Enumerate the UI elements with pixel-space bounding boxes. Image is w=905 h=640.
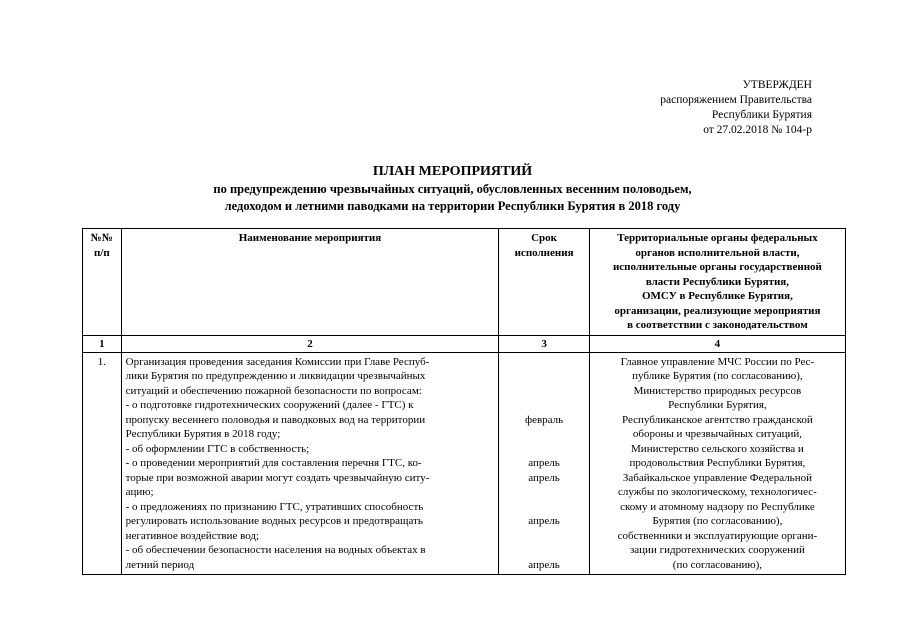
header-text: органов исполнительной власти, xyxy=(635,246,800,259)
deadline-line xyxy=(503,485,585,500)
header-text: исполнения xyxy=(514,246,574,259)
task-line: - о подготовке гидротехнических сооружений (далее - ГТС) к xyxy=(125,399,414,411)
deadline-line xyxy=(503,500,585,515)
document-title xyxy=(0,163,905,215)
task-line: пропуску весеннего половодья и паводковых вод на территории xyxy=(125,413,426,426)
header-text: власти Республики Бурятия, xyxy=(645,275,790,288)
org-line: Забайкальское управление Федеральной xyxy=(622,471,812,484)
org-line: собственники и эксплуатирующие органи- xyxy=(617,529,818,542)
task-line: летний период xyxy=(125,558,195,571)
header-text: Наименование мероприятия xyxy=(238,232,382,244)
deadline-line xyxy=(503,427,585,442)
org-line: службы по экологическому, технологичес- xyxy=(618,486,817,498)
deadline-line xyxy=(503,543,585,558)
task-line: ацию; xyxy=(125,486,154,498)
org-line: публике Бурятия (по согласованию), xyxy=(632,370,803,382)
column-number: 4 xyxy=(589,335,845,352)
table-row xyxy=(83,352,846,575)
task-line: Организация проведения заседания Комиссии при Главе Респуб- xyxy=(125,355,430,368)
column-number-row xyxy=(83,335,846,352)
title-subtitle-line: ледоходом и летними паводками на территории Республики Бурятия в 2018 году xyxy=(224,199,681,213)
deadline-line xyxy=(503,529,585,544)
org-line: Бурятия (по согласованию), xyxy=(652,515,783,527)
org-cell xyxy=(589,352,845,575)
org-line: Главное управление МЧС России по Рес- xyxy=(620,355,815,368)
approval-line: распоряжением Правительства xyxy=(660,94,812,106)
task-line: - о предложениях по признанию ГТС, утративших способность xyxy=(125,500,424,513)
column-number: 2 xyxy=(121,335,499,352)
org-line: Министерство природных ресурсов xyxy=(633,384,802,397)
table-header-row xyxy=(83,229,846,336)
header-text: исполнительные органы государственной xyxy=(612,261,822,273)
task-line: - об обеспечении безопасности населения на водных объектах в xyxy=(125,544,426,556)
header-text: в соответствии с законодательством xyxy=(627,319,808,331)
deadline-line: апрель xyxy=(528,471,560,484)
deadline-line xyxy=(503,384,585,399)
header-orgs xyxy=(589,229,845,336)
org-line: обороны и чрезвычайных ситуаций, xyxy=(632,428,802,440)
plan-table xyxy=(82,228,846,575)
task-line: лики Бурятия по предупреждению и ликвидации чрезвычайных xyxy=(125,370,426,382)
deadline-line xyxy=(503,442,585,457)
header-text: Территориальные органы федеральных xyxy=(617,232,818,244)
org-line: Министерство сельского хозяйства и xyxy=(631,442,804,455)
header-text: №№ xyxy=(90,232,113,244)
approval-heading: УТВЕРЖДЕН xyxy=(742,79,812,91)
deadline-line xyxy=(503,355,585,370)
org-line: скому и атомному надзору по Республике xyxy=(620,500,815,513)
task-line: регулировать использование водных ресурсов и предотвращать xyxy=(125,515,423,527)
task-line: - о проведении мероприятий для составления перечня ГТС, ко- xyxy=(125,457,422,469)
header-text: организации, реализующие мероприятия xyxy=(614,304,821,317)
org-line: Республиканское агентство гражданской xyxy=(622,413,813,426)
task-line: Республики Бурятия в 2018 году; xyxy=(125,428,281,440)
approval-stamp xyxy=(660,78,812,138)
deadline-line xyxy=(503,398,585,413)
deadline-line: февраль xyxy=(524,413,564,426)
title-subtitle-line: по предупреждению чрезвычайных ситуаций, обусловленных весенним половодьем, xyxy=(213,182,692,196)
column-number: 3 xyxy=(499,335,590,352)
org-line: продовольствия Республики Бурятия, xyxy=(629,457,806,469)
deadline-line: апрель xyxy=(528,457,560,469)
task-cell xyxy=(121,352,499,575)
approval-line: Республики Бурятия xyxy=(711,109,812,121)
org-line: Республики Бурятия, xyxy=(668,399,767,411)
deadline-cell xyxy=(499,352,590,575)
approval-date: от 27.02.2018 № 104-р xyxy=(703,124,812,136)
task-line: негативное воздействие вод; xyxy=(125,529,260,542)
org-line: (по согласованию), xyxy=(672,558,763,571)
task-line: ситуаций и обеспечению пожарной безопасности по вопросам: xyxy=(125,384,422,397)
column-number: 1 xyxy=(83,335,122,352)
deadline-line: апрель xyxy=(528,515,560,527)
task-line: торые при возможной аварии могут создать чрезвычайную ситу- xyxy=(125,471,430,484)
deadline-line xyxy=(503,369,585,384)
header-num xyxy=(83,229,122,336)
header-name xyxy=(121,229,499,336)
task-line: - об оформлении ГТС в собственность; xyxy=(125,442,310,455)
row-number: 1. xyxy=(83,352,122,575)
header-text: ОМСУ в Республике Бурятия, xyxy=(641,290,793,302)
header-deadline xyxy=(499,229,590,336)
deadline-line: апрель xyxy=(528,558,560,571)
header-text: п/п xyxy=(93,246,110,259)
org-line: зации гидротехнических сооружений xyxy=(629,544,805,556)
title-main: ПЛАН МЕРОПРИЯТИЙ xyxy=(372,164,533,179)
header-text: Срок xyxy=(531,232,558,244)
